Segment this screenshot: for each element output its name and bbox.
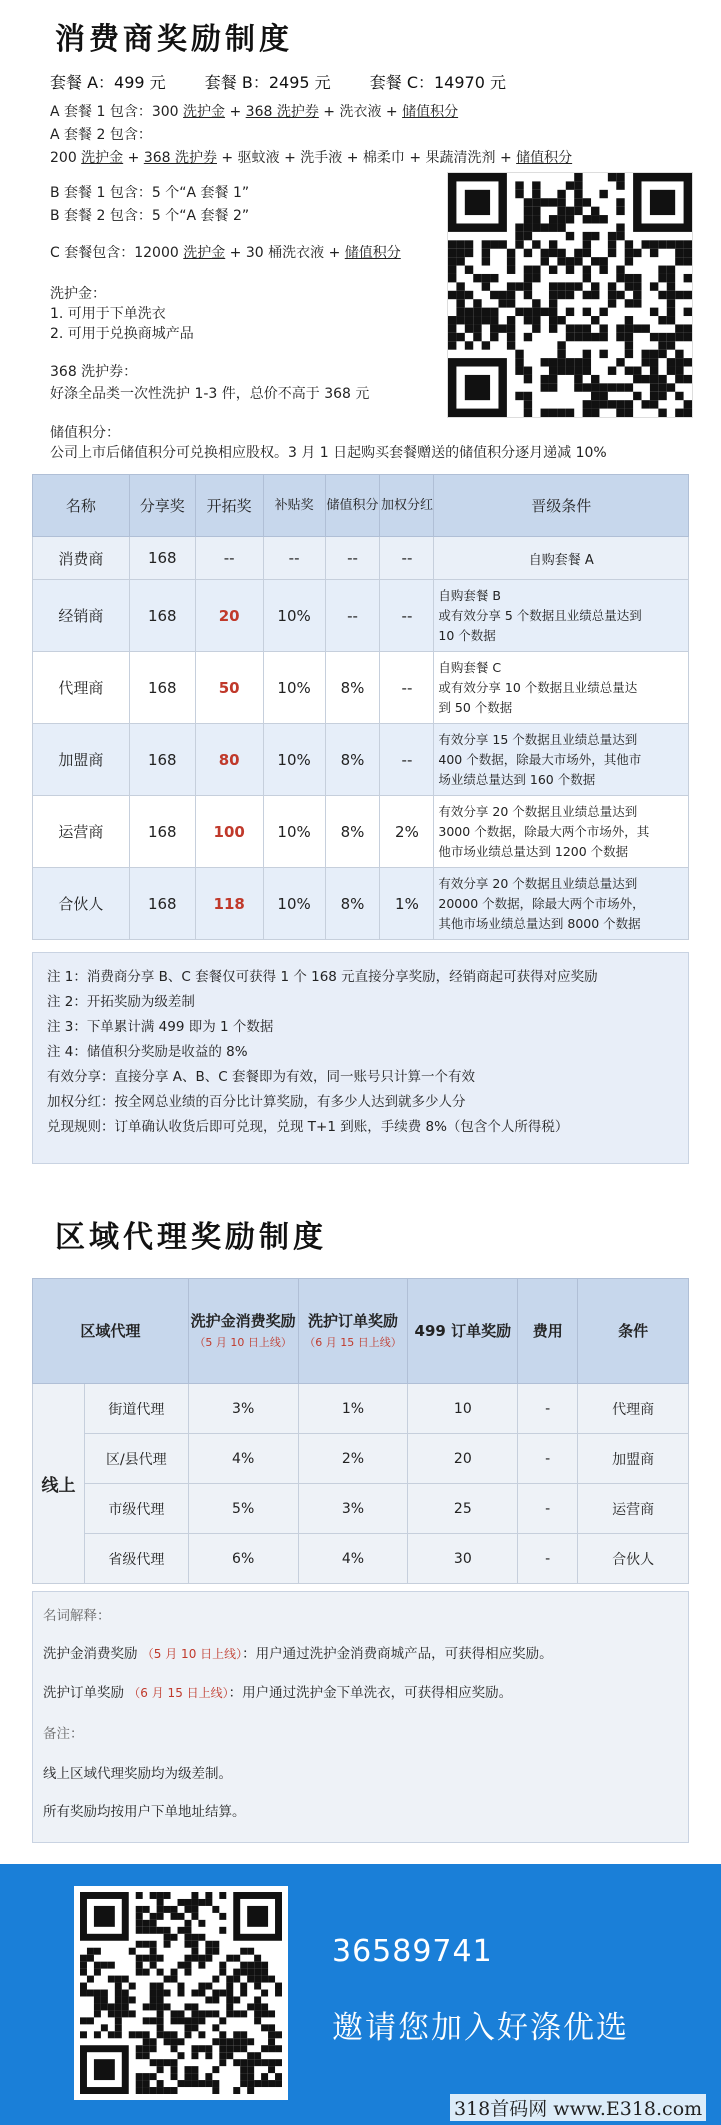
wash-credit-title: 洗护金： — [50, 286, 106, 302]
table-row: 区/县代理 4% 2% 20 - 加盟商 — [33, 1434, 689, 1484]
page-title: 消费商奖励制度 — [55, 22, 293, 57]
package-b2-desc: B 套餐 2 包含：5 个“A 套餐 2” — [50, 208, 250, 224]
col-region: 区域代理 — [33, 1279, 189, 1384]
section-title-regional: 区域代理奖励制度 — [55, 1220, 327, 1255]
package-prices — [50, 70, 540, 93]
notes-box — [32, 952, 689, 1164]
qr-code-footer-icon — [74, 1886, 288, 2100]
note-4: 注 4：储值积分奖励是收益的 8% — [47, 1044, 248, 1060]
table-row: 加盟商 168 80 10% 8% -- 有效分享 15 个数据且业绩总量达到 400 个数据，除最大市场外，其他市 场业绩总量达到 160 个数据 — [33, 724, 689, 796]
col-order-reward: 洗护订单奖励 （6 月 15 日上线） — [298, 1279, 408, 1384]
coupon-desc: 好涤全品类一次性洗护 1-3 件，总价不高于 368 元 — [50, 386, 370, 402]
table-row: 经销商 168 20 10% -- -- 自购套餐 B 或有效分享 5 个数据且业绩总量达到 10 个数据 — [33, 580, 689, 652]
glossary-item-2: 洗护订单奖励 （6 月 15 日上线）：用户通过洗护金下单洗衣，可获得相应奖励。 — [43, 1685, 513, 1701]
col-expand: 开拓奖 — [195, 475, 263, 537]
wash-credit-item-1: 1. 可用于下单洗衣 — [50, 306, 166, 322]
remark-2: 所有奖励均按用户下单地址结算。 — [43, 1804, 246, 1820]
col-fee: 费用 — [518, 1279, 578, 1384]
col-bonus: 加权分红 — [380, 475, 434, 537]
table-row: 市级代理 5% 3% 25 - 运营商 — [33, 1484, 689, 1534]
table-row: 合伙人 168 118 10% 8% 1% 有效分享 20 个数据且业绩总量达到 20000 个数据，除最大两个市场外， 其他市场业绩总量达到 8000 个数据 — [33, 868, 689, 940]
note-1: 注 1：消费商分享 B、C 套餐仅可获得 1 个 168 元直接分享奖励，经销商起可获得对应奖励 — [47, 969, 598, 985]
remark-title: 备注： — [43, 1726, 84, 1742]
invite-text: 邀请您加入好涤优选 — [332, 2010, 629, 2046]
table-row: 线上 街道代理 3% 1% 10 - 代理商 — [33, 1384, 689, 1434]
contact-number: 36589741 — [332, 1934, 493, 1969]
note-3: 注 3：下单累计满 499 即为 1 个数据 — [47, 1019, 274, 1035]
col-points: 储值积分 — [325, 475, 380, 537]
table-row: 代理商 168 50 10% 8% -- 自购套餐 C 或有效分享 10 个数据且业绩总量达 到 50 个数据 — [33, 652, 689, 724]
col-name: 名称 — [33, 475, 130, 537]
package-a-price: 套餐 A：499 元 — [50, 73, 166, 92]
glossary-box — [32, 1591, 689, 1843]
regional-table-header — [33, 1279, 689, 1384]
glossary-item-1: 洗护金消费奖励 （5 月 10 日上线）：用户通过洗护金消费商城产品，可获得相应奖励。 — [43, 1646, 553, 1662]
col-share: 分享奖 — [129, 475, 195, 537]
package-c-price: 套餐 C：14970 元 — [369, 73, 506, 92]
coupon-title: 368 洗护券： — [50, 364, 138, 380]
package-a2-label: A 套餐 2 包含： — [50, 127, 152, 143]
regional-table — [32, 1278, 689, 1584]
note-5: 有效分享：直接分享 A、B、C 套餐即为有效，同一账号只计算一个有效 — [47, 1069, 476, 1085]
section-consumer-rewards — [0, 0, 721, 460]
note-2: 注 2：开拓奖励为级差制 — [47, 994, 195, 1010]
col-499-reward: 499 订单奖励 — [408, 1279, 518, 1384]
package-b1-desc: B 套餐 1 包含：5 个“A 套餐 1” — [50, 185, 250, 201]
glossary-title: 名词解释： — [43, 1608, 111, 1624]
col-wash-credit-reward: 洗护金消费奖励 （5 月 10 日上线） — [188, 1279, 298, 1384]
rank-table — [32, 474, 689, 940]
remark-1: 线上区域代理奖励均为级差制。 — [43, 1766, 232, 1782]
footer-banner — [0, 1864, 721, 2125]
wash-credit-item-2: 2. 可用于兑换商城产品 — [50, 326, 194, 342]
table-row: 运营商 168 100 10% 8% 2% 有效分享 20 个数据且业绩总量达到 3000 个数据，除最大两个市场外，其 他市场业绩总量达到 1200 个数据 — [33, 796, 689, 868]
package-b-price: 套餐 B：2495 元 — [204, 73, 331, 92]
table-row: 消费商 168 -- -- -- -- 自购套餐 A — [33, 537, 689, 580]
col-condition: 条件 — [578, 1279, 689, 1384]
package-a2-desc: 200 洗护金 + 368 洗护券 + 驱蚊液 + 洗手液 + 棉柔巾 + 果蔬清洗剂 + 储值积分 — [50, 150, 573, 166]
table-row: 省级代理 6% 4% 30 - 合伙人 — [33, 1534, 689, 1584]
qr-code-icon — [447, 172, 693, 418]
watermark: 318首码网 www.E318.com — [450, 2094, 706, 2121]
rank-table-header — [33, 475, 689, 537]
note-6: 加权分红：按全网总业绩的百分比计算奖励，有多少人达到就多少人分 — [47, 1094, 466, 1110]
package-c-desc: C 套餐包含：12000 洗护金 + 30 桶洗衣液 + 储值积分 — [50, 245, 401, 261]
package-a1-desc: A 套餐 1 包含：300 洗护金 + 368 洗护券 + 洗衣液 + 储值积分 — [50, 104, 459, 120]
points-title: 储值积分： — [50, 425, 120, 441]
col-condition: 晋级条件 — [434, 475, 689, 537]
note-7: 兑现规则：订单确认收货后即可兑现，兑现 T+1 到账，手续费 8%（包含个人所得税） — [47, 1119, 569, 1135]
col-subsidy: 补贴奖 — [263, 475, 325, 537]
online-label: 线上 — [33, 1384, 85, 1584]
points-desc: 公司上市后储值积分可兑换相应股权。3 月 1 日起购买套餐赠送的储值积分逐月递减 10% — [50, 445, 607, 461]
